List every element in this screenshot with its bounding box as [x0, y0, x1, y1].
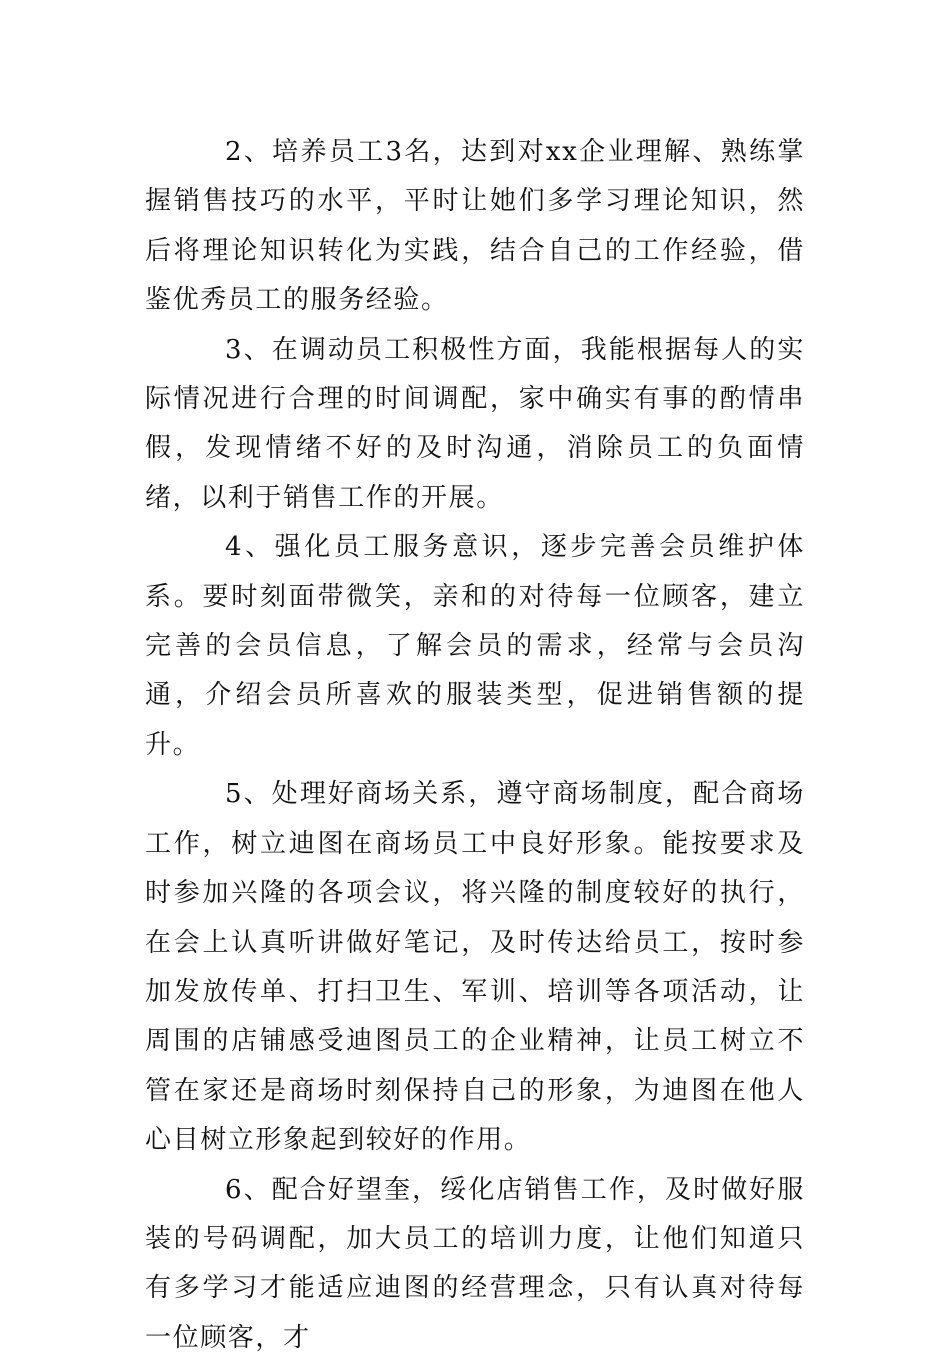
paragraph-3: 3、在调动员工积极性方面，我能根据每人的实际情况进行合理的时间调配，家中确实有事的酌情串假，发现情绪不好的及时沟通，消除员工的负面情绪，以利于销售工作的开展。 — [145, 334, 805, 513]
paragraph-5: 5、处理好商场关系，遵守商场制度，配合商场工作，树立迪图在商场员工中良好形象。能按要求及时参加兴隆的各项会议，将兴隆的制度较好的执行，在会上认真听讲做好笔记，及时传达给员工，按时参加发放传单、打扫卫生、军训、培训等各项活动，让周围的店铺感受迪图员工的企业精神，让员工树立不管在家还是商场时刻保持自己的形象，为迪图在他人心目树立形象起到较好的作用。 — [145, 779, 805, 1156]
paragraph-6: 6、配合好望奎，绥化店销售工作，及时做好服装的号码调配，加大员工的培训力度，让他们知道只有多学习才能适应迪图的经营理念，只有认真对待每一位顾客，才 — [145, 1174, 805, 1353]
paragraph-2: 2、培养员工3名，达到对xx企业理解、熟练掌握销售技巧的水平，平时让她们多学习理论知识，然后将理论知识转化为实践，结合自己的工作经验，借鉴优秀员工的服务经验。 — [145, 137, 805, 316]
document-body — [145, 128, 805, 1363]
paragraph-4: 4、强化员工服务意识，逐步完善会员维护体系。要时刻面带微笑，亲和的对待每一位顾客，建立完善的会员信息，了解会员的需求，经常与会员沟通，介绍会员所喜欢的服装类型，促进销售额的提升。 — [145, 532, 805, 760]
